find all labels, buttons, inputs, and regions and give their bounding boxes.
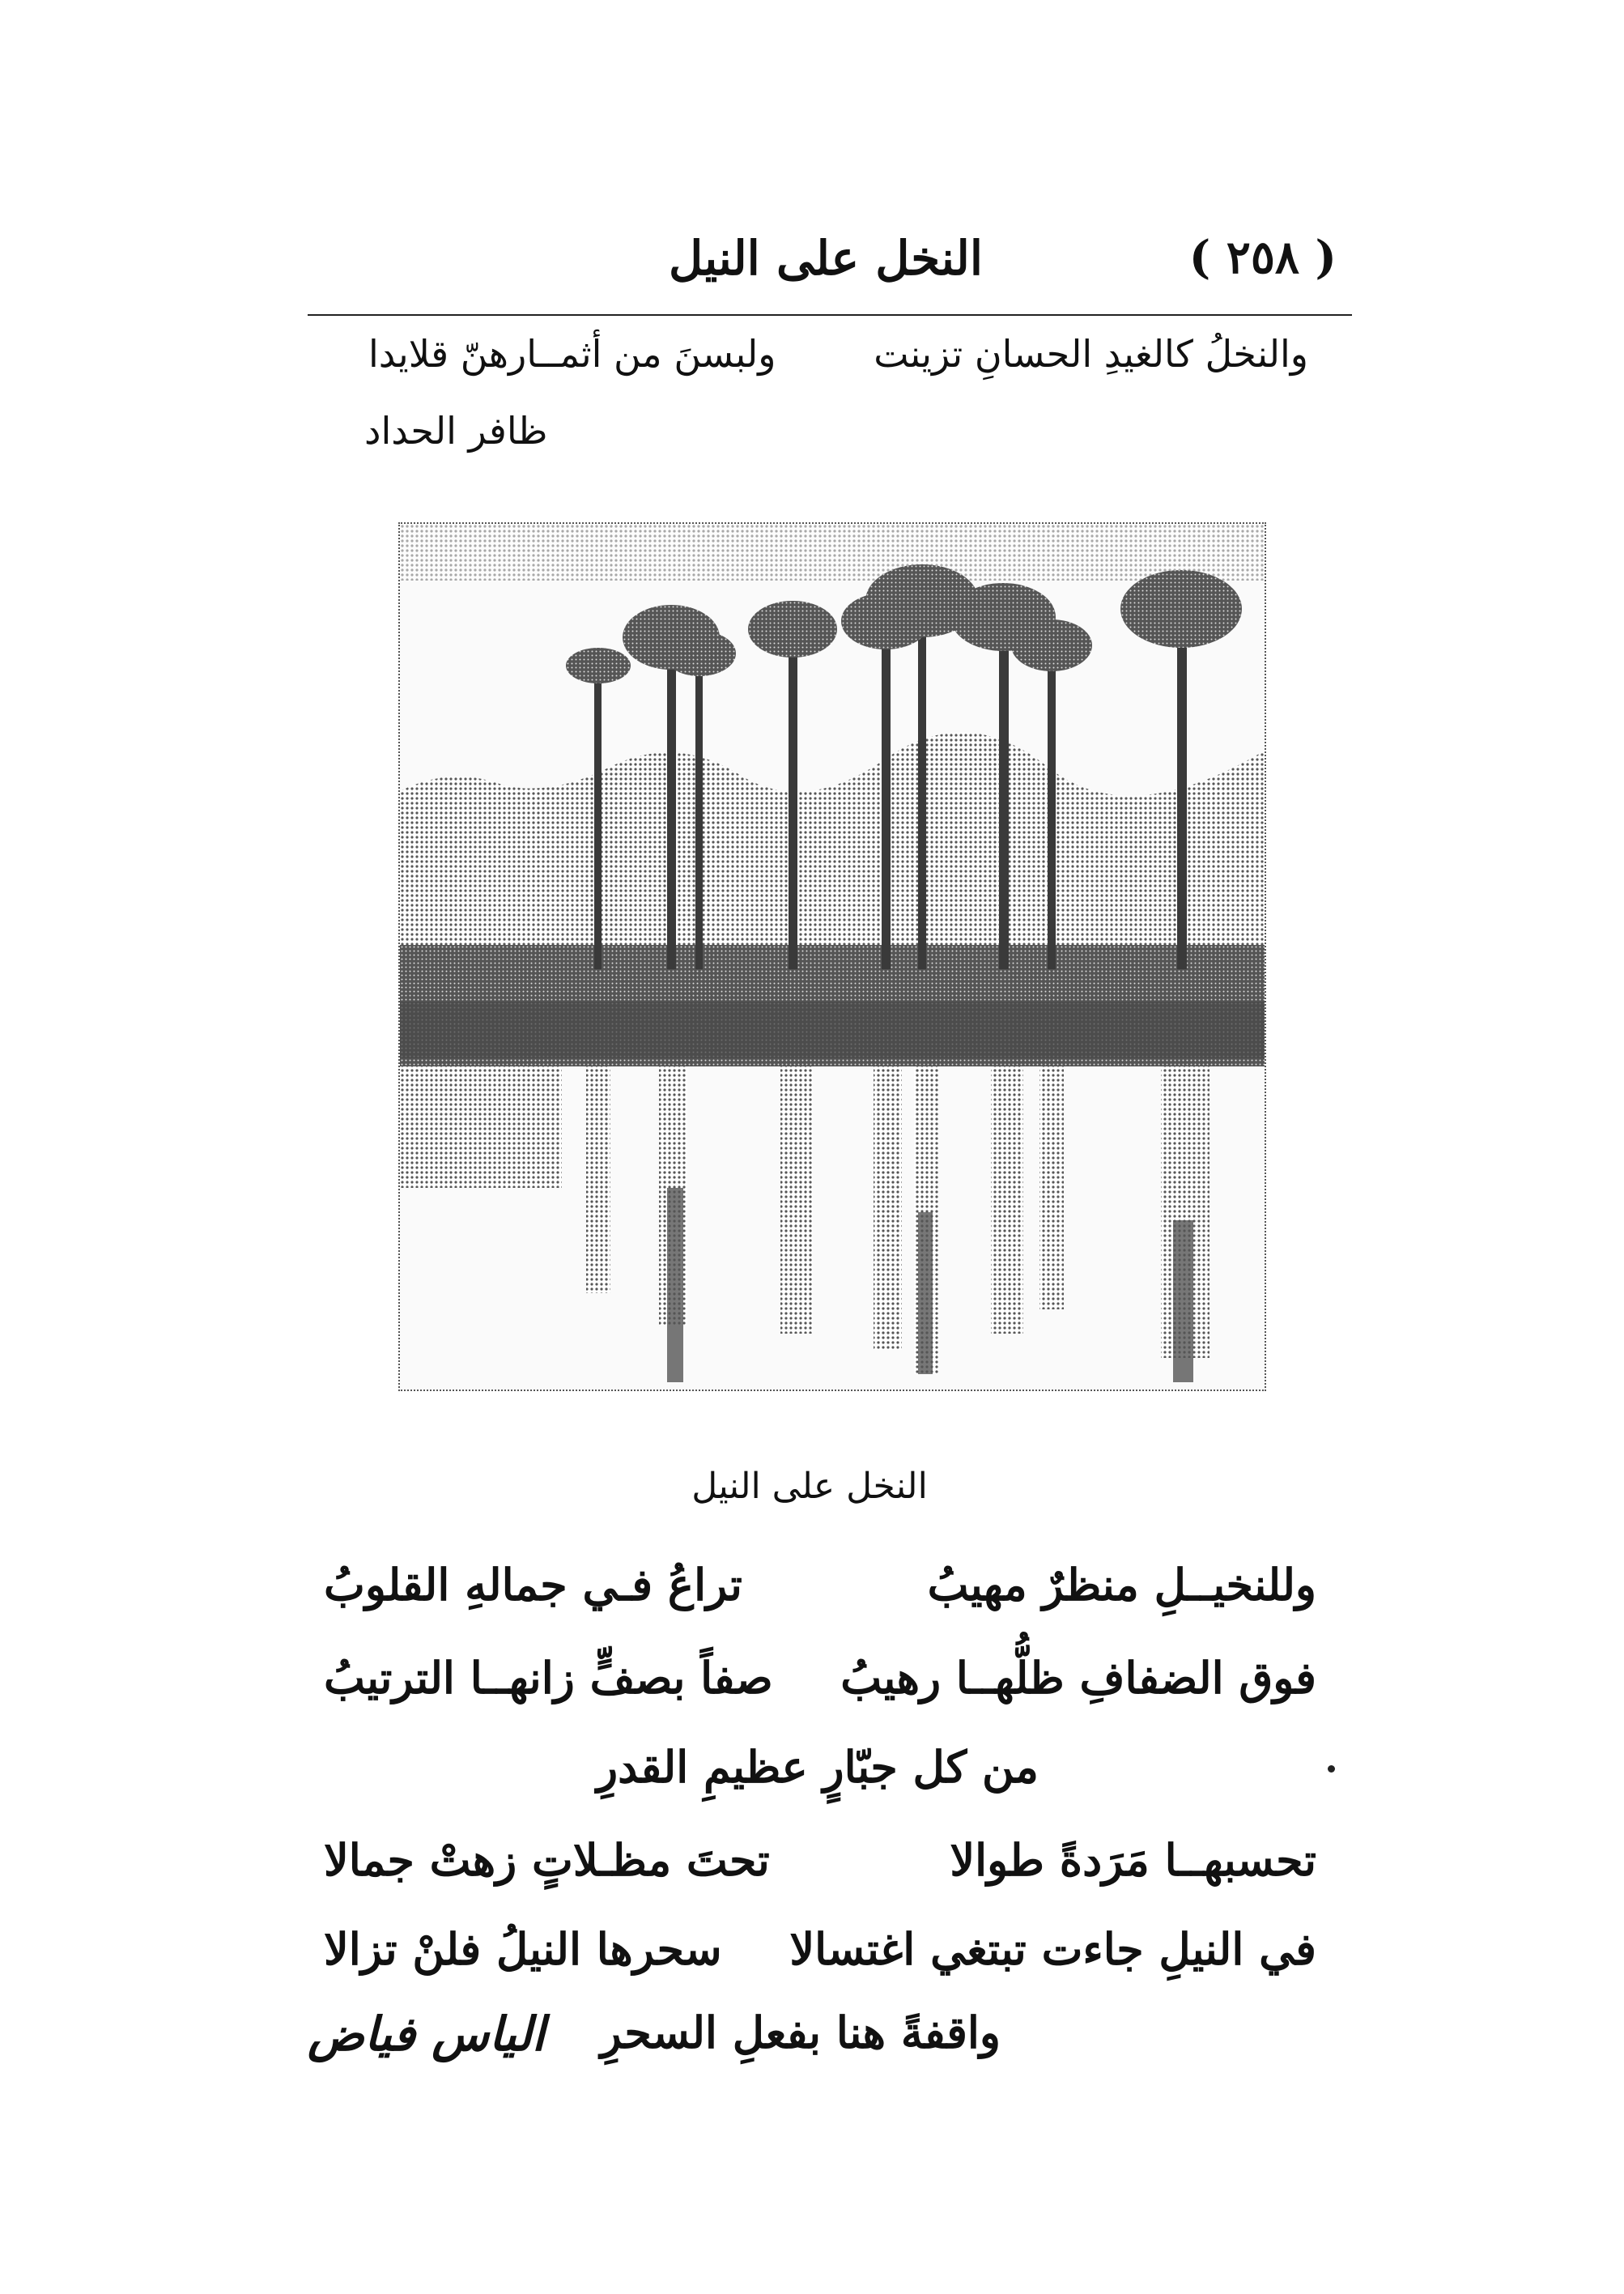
palm-trees-photo — [398, 522, 1266, 1391]
page-number: ( ٢٥٨ ) — [1188, 231, 1337, 284]
poem-line-5-left: سحرها النيلُ فلنْ تزالا — [324, 1923, 722, 1975]
epigraph-second-hemistich: ولبسنَ من أثمــارهنّ قلايدا — [368, 332, 776, 376]
poem-line-3-center: من كل جبّارٍ عظيمِ القدرِ — [597, 1741, 1039, 1793]
running-title: النخل على النيل — [669, 231, 983, 286]
poem-line-2-right: فوق الضفافِ ظلُّهــا رهيبُ — [840, 1652, 1316, 1704]
photo-caption: النخل على النيل — [691, 1466, 928, 1507]
poem-line-4-left: تحتَ مظـلاتٍ زهتْ جمالا — [324, 1834, 770, 1886]
header-rule — [308, 314, 1352, 316]
poem-line-5-right: في النيلِ جاءت تبتغي اغتسالا — [789, 1923, 1316, 1975]
epigraph-author: ظافر الحداد — [364, 409, 548, 453]
palm-trees-illustration — [400, 524, 1265, 1390]
poem-line-1-left: تراعُ فـي جمالهِ القلوبُ — [324, 1559, 742, 1611]
poet-name: الياس فياض — [308, 2007, 545, 2062]
poem-line-4-right: تحسبهــا مَرَدةً طوالا — [950, 1834, 1316, 1886]
poem-line-6: واقفةً هنا بفعلِ السحرِ — [600, 2007, 1001, 2058]
poem-line-1-right: وللنخيــلِ منظرٌ مهيبُ — [927, 1559, 1316, 1611]
epigraph-first-hemistich: والنخلُ كالغيدِ الحسانِ تزينت — [874, 332, 1308, 376]
poem-line-2-left: صفاً بصفٍّ زانهــا الترتيبُ — [324, 1652, 773, 1704]
ornament-dot — [1328, 1765, 1335, 1773]
